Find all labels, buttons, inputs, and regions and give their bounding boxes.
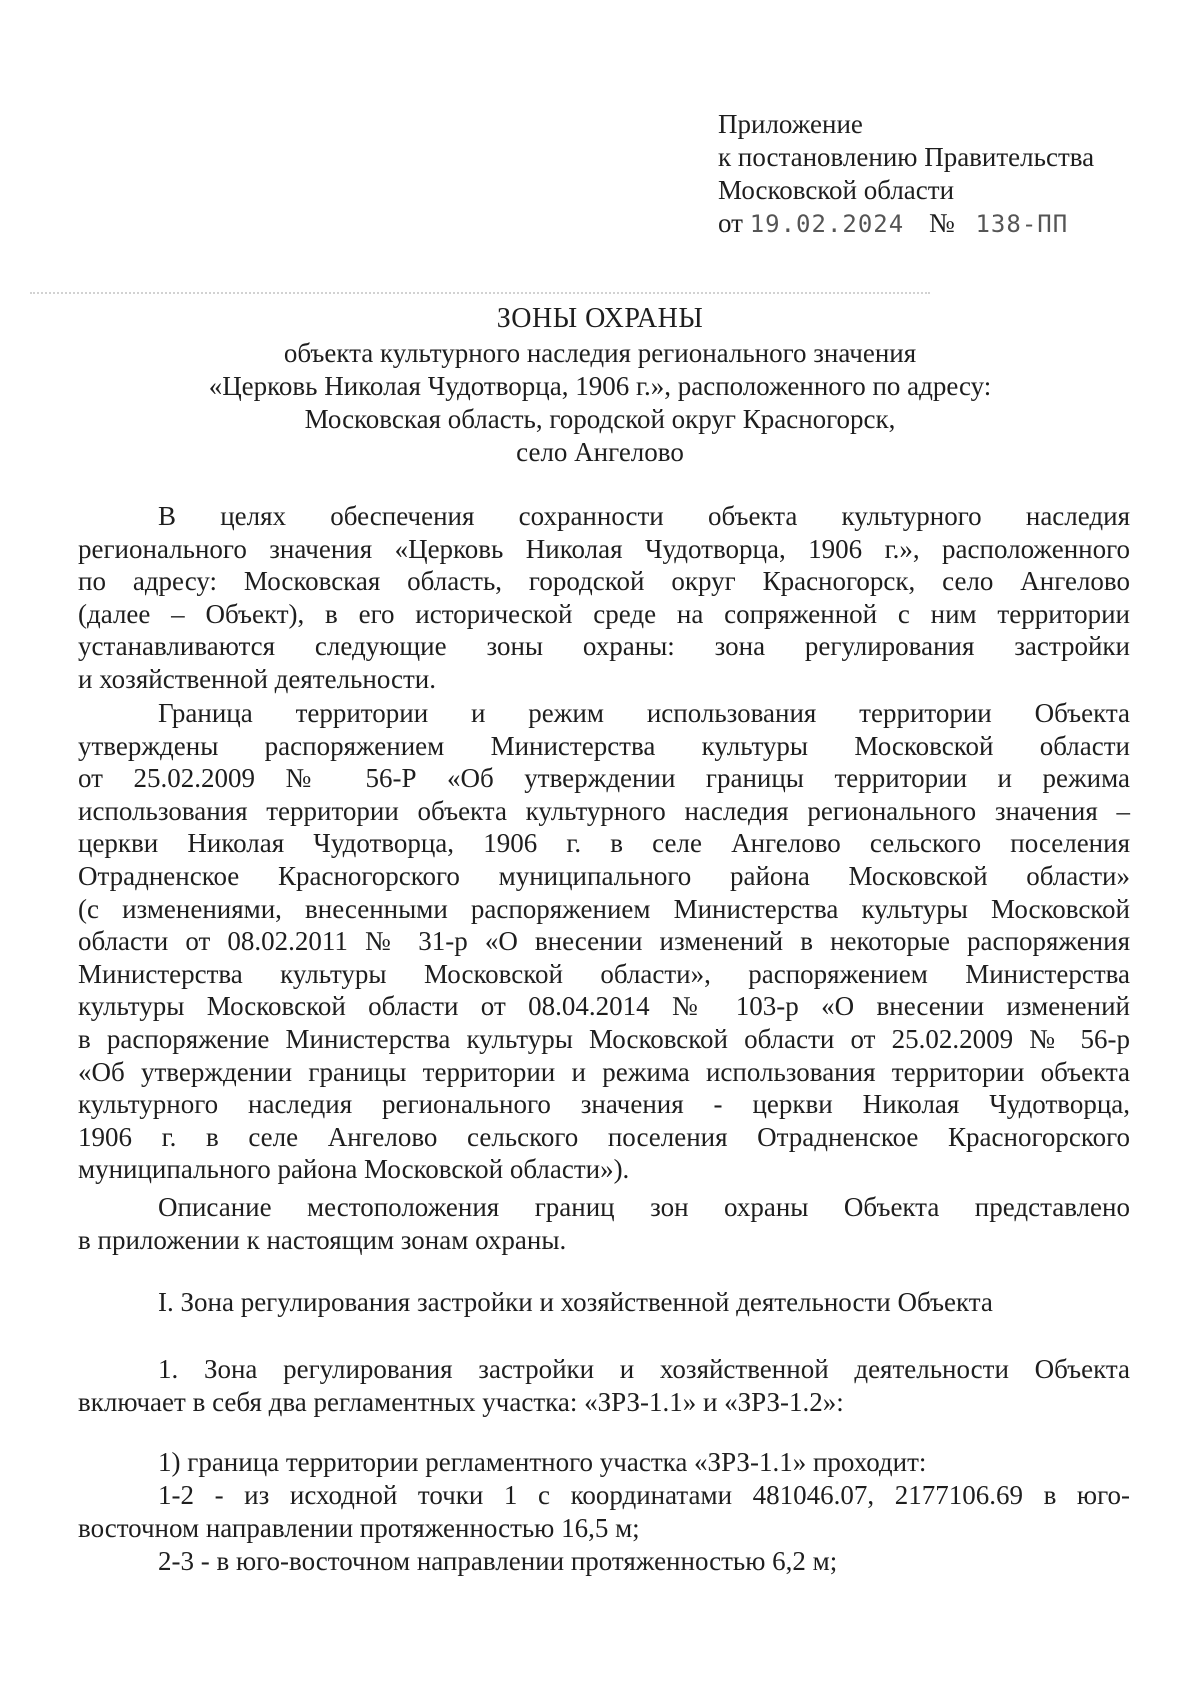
text-line: 1-2 - из исходной точки 1 с координатами 481046.07, 2177106.69 в юго- [158,1480,1130,1510]
text-line: в распоряжение Министерства культуры Московской области от 25.02.2009 № 56-р [78,1023,1130,1054]
resolution-date: 19.02.2024 [749,210,905,238]
title-line-3: Московская область, городской округ Красногорск, [304,404,896,434]
text-line: «Об утверждении границы территории и режима использования территории объекта [78,1056,1130,1087]
text-line: 1) граница территории регламентного участка «ЗРЗ-1.1» проходит: [158,1447,927,1477]
text-line: включает в себя два регламентных участка: «ЗРЗ-1.1» и «ЗРЗ-1.2»: [78,1386,844,1417]
number-sign: № [928,208,955,238]
text-line: использования территории объекта культурного наследия регионального значения – [78,795,1130,826]
segment-2-3 [78,1545,1130,1578]
text-line: восточном направлении протяженностью 16,5 м; [78,1512,640,1543]
text-line: от 25.02.2009 № 56-Р «Об утверждении границы территории и режима [78,763,1130,794]
appendix-date-line [718,207,1094,241]
section-heading-text: I. Зона регулирования застройки и хозяйственной деятельности Объекта [158,1287,993,1317]
text-line: в приложении к настоящим зонам охраны. [78,1224,567,1255]
scan-artifact-line [30,292,930,294]
text-line: устанавливаются следующие зоны охраны: зона регулирования застройки [78,631,1130,662]
date-prefix: от [718,208,743,238]
text-line: области от 08.02.2011 № 31-р «О внесении изменений в некоторые распоряжения [78,926,1130,957]
text-line: 1906 г. в селе Ангелово сельского поселения Отрадненское Красногорского [78,1121,1130,1152]
text-line: Описание местоположения границ зон охраны Объекта представлено [158,1192,1130,1222]
title-line-4: село Ангелово [516,437,684,467]
text-line: и хозяйственной деятельности. [78,663,436,694]
resolution-number: 138-ПП [975,210,1069,238]
text-line: Граница территории и режим использования территории Объекта [158,698,1130,728]
paragraph-3 [78,1191,1130,1256]
text-line: В целях обеспечения сохранности объекта культурного наследия [158,501,1130,531]
document-title [0,302,1200,469]
text-line: культурного наследия регионального значения - церкви Николая Чудотворца, [78,1089,1130,1120]
title-line-2: «Церковь Николая Чудотворца, 1906 г.», расположенного по адресу: [208,371,992,401]
segment-1-2 [78,1479,1130,1544]
text-line: культуры Московской области от 08.04.2014 № 103-р «О внесении изменений [78,991,1130,1022]
list-item-1 [78,1446,1130,1479]
text-line: 2-3 - в юго-восточном направлении протяженностью 6,2 м; [158,1546,838,1576]
text-line: (далее – Объект), в его исторической среде на сопряженной с ним территории [78,598,1130,629]
appendix-line-1: Приложение [718,109,863,139]
text-line: утверждены распоряжением Министерства культуры Московской области [78,730,1130,761]
text-line: муниципального района Московской области»). [78,1154,630,1185]
text-line: по адресу: Московская область, городской округ Красногорск, село Ангелово [78,566,1130,597]
paragraph-1 [78,500,1130,696]
text-line: Отрадненское Красногорского муниципального района Московской области» [78,860,1130,891]
paragraph-4 [78,1353,1130,1418]
title-line-1: объекта культурного наследия регионального значения [283,338,917,368]
title-main: ЗОНЫ ОХРАНЫ [496,303,704,334]
text-line: регионального значения «Церковь Николая Чудотворца, 1906 г.», расположенного [78,533,1130,564]
appendix-line-2: к постановлению Правительства [718,142,1095,172]
text-line: церкви Николая Чудотворца, 1906 г. в селе Ангелово сельского поселения [78,828,1130,859]
section-1-heading [78,1286,1130,1319]
text-line: 1. Зона регулирования застройки и хозяйственной деятельности Объекта [158,1354,1130,1384]
appendix-line-3: Московской области [718,175,955,205]
appendix-header [718,108,1094,241]
text-line: (с изменениями, внесенными распоряжением Министерства культуры Московской [78,893,1130,924]
text-line: Министерства культуры Московской области», распоряжением Министерства [78,958,1130,989]
paragraph-2 [78,697,1130,1186]
